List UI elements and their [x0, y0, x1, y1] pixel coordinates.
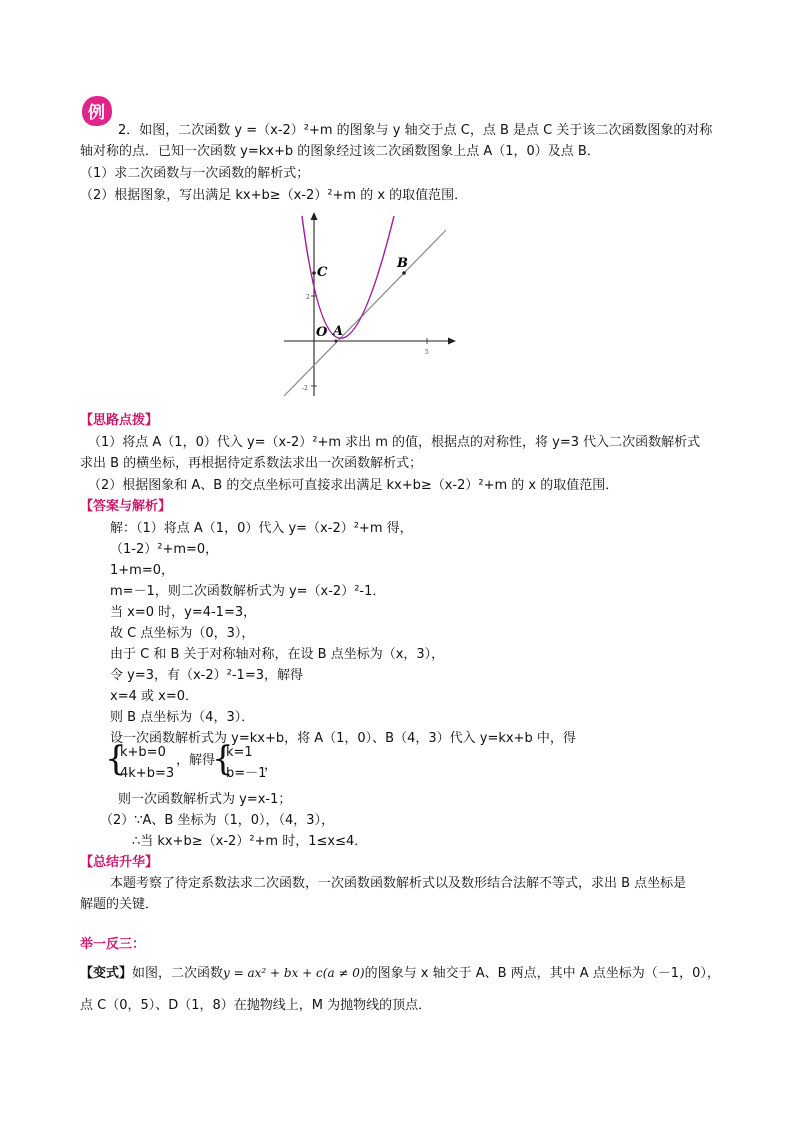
variant-text-b: 的图象与 x 轴交于 A、B 两点，其中 A 点坐标为（－1，0）， — [364, 966, 720, 981]
label-A: A — [333, 324, 344, 339]
point-C — [312, 271, 316, 275]
tick-y-neg2: -2 — [302, 385, 308, 392]
hint-line-1: （1）将点 A（1，0）代入 y=（x-2）²+m 求出 m 的值，根据点的对称性，将 y=3 代入二次函数解析式 — [88, 435, 701, 450]
x-axis-arrow — [448, 338, 456, 345]
left-brace-1: { — [105, 739, 127, 779]
question-line-1: 2．如图，二次函数 y =（x-2）²+m 的图象与 y 轴交于点 C，点 B 是点 C 关于该二次函数图象的对称 — [118, 123, 713, 138]
summary-line-1: 本题考察了待定系数法求二次函数，一次函数函数解析式以及数形结合法解不等式，求出 B 点坐标是 — [110, 876, 687, 891]
variant-formula: y = ax² + bx + c(a ≠ 0) — [223, 966, 365, 980]
variant-text-a: 如图，二次函数 — [132, 966, 224, 981]
answer-part2-line-1: （2）∵A、B 坐标为（1，0），（4，3）， — [100, 813, 335, 828]
answer-line: 1+m=0， — [110, 563, 174, 578]
system-eq-1: k+b=0 — [120, 745, 166, 760]
answer-line: （1-2）²+m=0， — [110, 542, 219, 557]
tick-y-2: 2 — [306, 294, 310, 301]
followup-heading: 举一反三： — [80, 937, 146, 952]
answer-part2-line-2: ∴当 kx+b≥（x-2）²+m 时，1≤x≤4． — [132, 834, 368, 849]
hint-line-2: 求出 B 的横坐标，再根据待定系数法求出一次函数解析式； — [80, 456, 423, 471]
system-end: ， — [264, 758, 278, 773]
function-graph — [278, 206, 462, 402]
system-sol-1: k=1 — [226, 745, 253, 760]
answer-heading: 【答案与解析】 — [80, 499, 172, 514]
system-solve-label: ，解得 — [176, 753, 216, 768]
example-badge — [80, 94, 114, 128]
answer-line: 令 y=3，有（x-2）²-1=3，解得 — [110, 668, 303, 683]
system-eq-2: 4k+b=3 — [120, 766, 175, 781]
label-C: C — [317, 265, 328, 280]
y-axis-arrow — [311, 212, 318, 220]
hint-heading: 【思路点拨】 — [80, 413, 159, 428]
label-B: B — [397, 256, 408, 271]
label-O: O — [316, 325, 328, 340]
summary-line-2: 解题的关键． — [80, 897, 159, 912]
answer-line: 设一次函数解析式为 y=kx+b，将 A（1，0）、B（4，3）代入 y=kx+b 中，得 — [110, 731, 576, 746]
question-part-1: （1）求二次函数与一次函数的解析式； — [80, 166, 310, 181]
hint-line-3: （2）根据图象和 A、B 的交点坐标可直接求出满足 kx+b≥（x-2）²+m 的 x 的取值范围． — [88, 478, 619, 493]
answer-line: 解：（1）将点 A（1，0）代入 y=（x-2）²+m 得， — [110, 521, 413, 536]
summary-heading: 【总结升华】 — [80, 855, 159, 870]
answer-line: x=4 或 x=0． — [110, 689, 198, 704]
left-brace-2: { — [212, 739, 234, 779]
answer-line: 由于 C 和 B 关于对称轴对称，在设 B 点坐标为（x，3）， — [110, 647, 445, 662]
answer-line: 当 x=0 时，y=4-1=3， — [110, 605, 257, 620]
variant-tag: 【变式】 — [80, 966, 133, 981]
question-part-2: （2）根据图象，写出满足 kx+b≥（x-2）²+m 的 x 的取值范围． — [80, 188, 468, 203]
answer-line: 则 B 点坐标为（4，3）． — [110, 710, 255, 725]
point-A — [335, 340, 338, 343]
answer-linear-result: 则一次函数解析式为 y=x-1； — [118, 792, 292, 807]
variant-line-2: 点 C（0，5）、D（1，8）在抛物线上，M 为抛物线的顶点． — [80, 998, 432, 1013]
question-line-2: 轴对称的点．已知一次函数 y=kx+b 的图象经过该二次函数图象上点 A（1，0）及点 B． — [80, 144, 600, 159]
parabola-curve — [302, 216, 394, 338]
tick-x-5: 5 — [425, 349, 429, 356]
variant-line-1 — [80, 962, 720, 981]
system-sol-2: b=－1 — [226, 766, 267, 781]
badge-label: 例 — [88, 103, 105, 123]
point-B — [402, 271, 406, 275]
answer-line: 故 C 点坐标为（0，3）， — [110, 626, 255, 641]
answer-line: m=－1，则二次函数解析式为 y=（x-2）²-1． — [110, 584, 386, 599]
